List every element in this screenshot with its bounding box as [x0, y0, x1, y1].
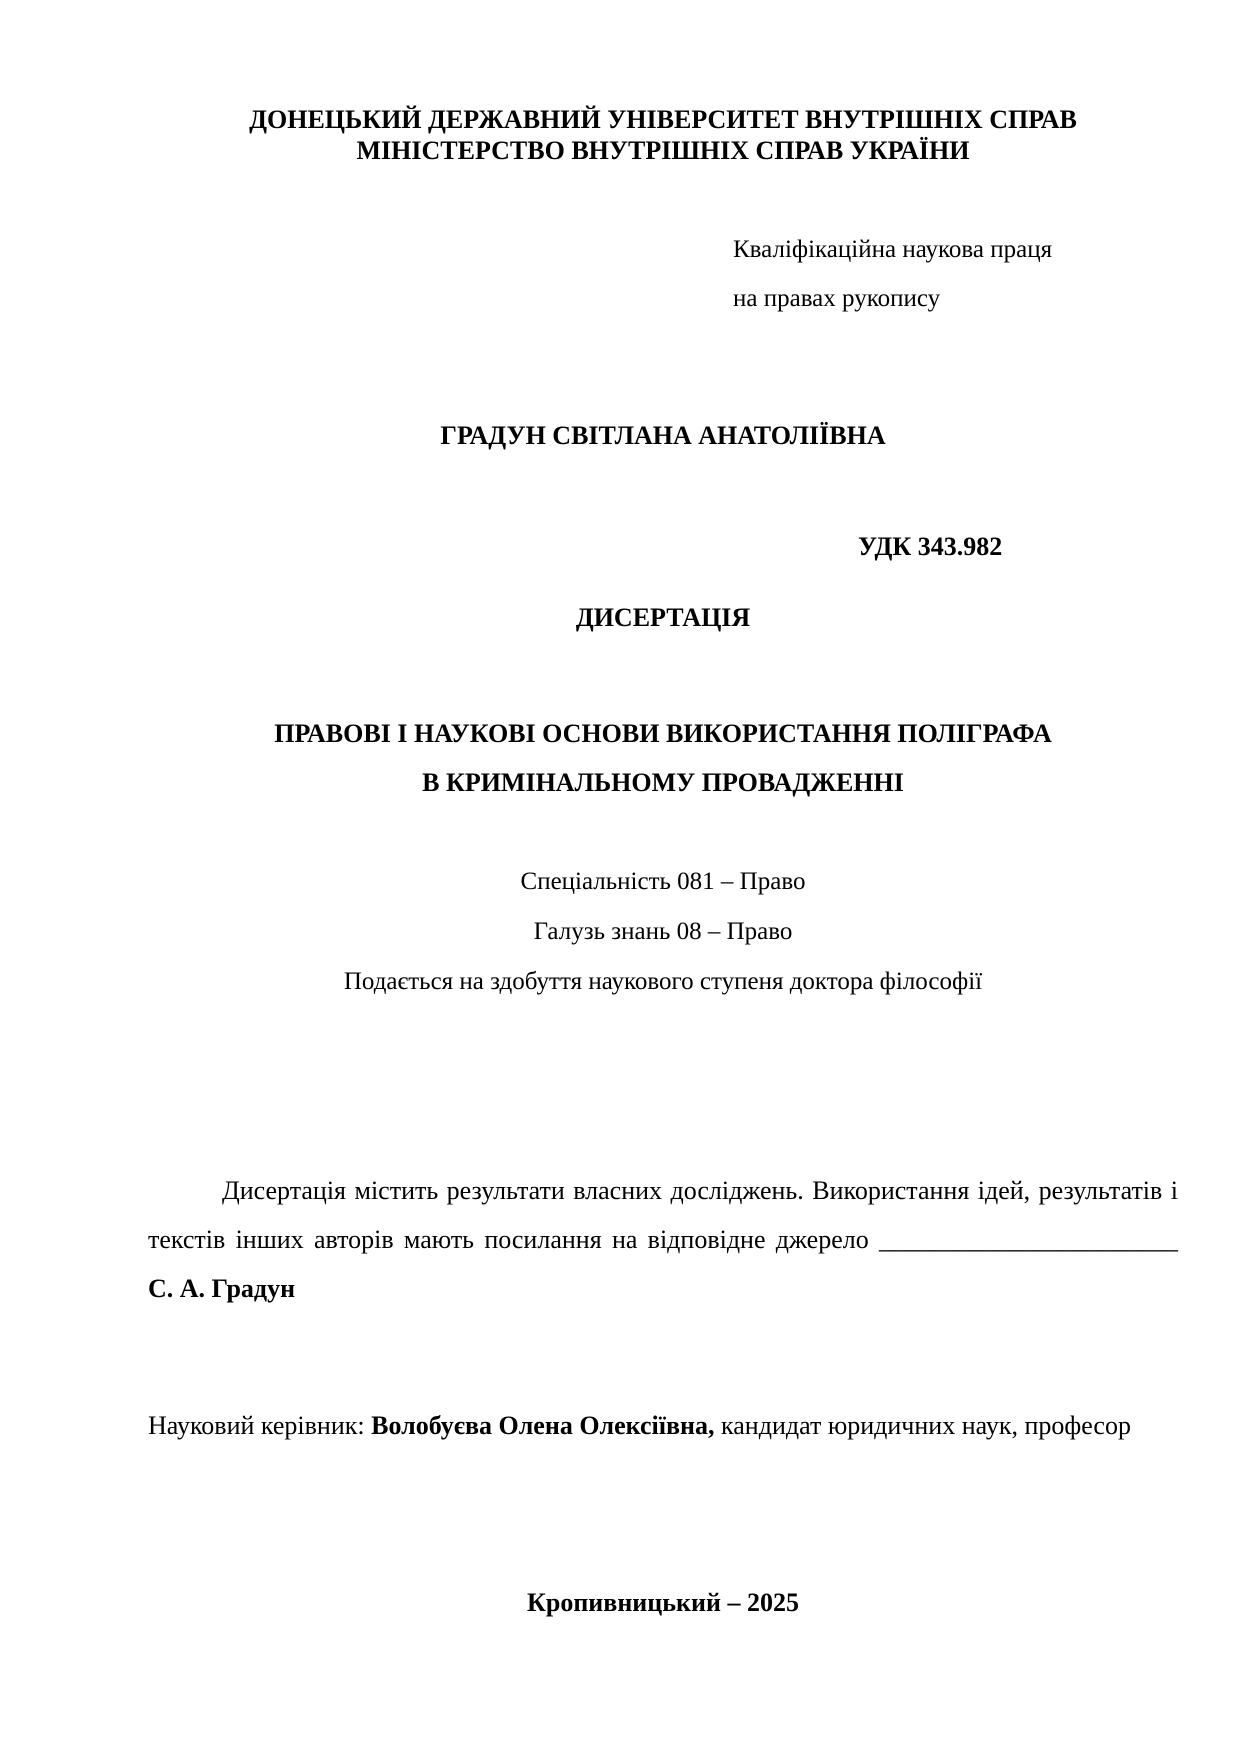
- dissertation-title-line1: ПРАВОВІ І НАУКОВІ ОСНОВИ ВИКОРИСТАННЯ ПОЛІГРАФА: [274, 719, 1052, 748]
- university-name: ДОНЕЦЬКИЙ ДЕРЖАВНИЙ УНІВЕРСИТЕТ ВНУТРІШНІХ СПРАВ: [249, 105, 1077, 134]
- declaration-paragraph: [148, 1166, 1178, 1313]
- document-type: ДИСЕРТАЦІЯ: [575, 603, 751, 632]
- declaration-text: Дисертація містить результати власних досліджень. Використання ідей, результатів і текстів інших авторів мають посилання на відповідне джерело: [148, 1176, 1178, 1254]
- manuscript-note-line1: Кваліфікаційна наукова праця: [733, 236, 1053, 263]
- author-name: ГРАДУН СВІТЛАНА АНАТОЛІЇВНА: [440, 421, 886, 450]
- field-of-knowledge: Галузь знань 08 – Право: [533, 918, 793, 945]
- dissertation-title-line2: В КРИМІНАЛЬНОМУ ПРОВАДЖЕННІ: [422, 768, 904, 797]
- signature-name: С. А. Градун: [148, 1274, 296, 1303]
- ministry-name: МІНІСТЕРСТВО ВНУТРІШНІХ СПРАВ УКРАЇНИ: [356, 136, 970, 165]
- udc-code: УДК 343.982: [858, 532, 1003, 561]
- supervisor-paragraph: [148, 1401, 1178, 1450]
- city-year: Кропивницький – 2025: [527, 1588, 799, 1617]
- signature-line: _______________________: [879, 1225, 1179, 1254]
- degree-statement: Подається на здобуття наукового ступеня доктора філософії: [343, 968, 983, 995]
- specialty: Спеціальність 081 – Право: [520, 868, 806, 895]
- manuscript-note-line2: на правах рукопису: [733, 285, 941, 312]
- supervisor-credentials: кандидат юридичних наук, професор: [721, 1411, 1131, 1440]
- supervisor-label: Науковий керівник:: [148, 1411, 365, 1440]
- supervisor-name: Волобуєва Олена Олексіївна,: [371, 1411, 715, 1440]
